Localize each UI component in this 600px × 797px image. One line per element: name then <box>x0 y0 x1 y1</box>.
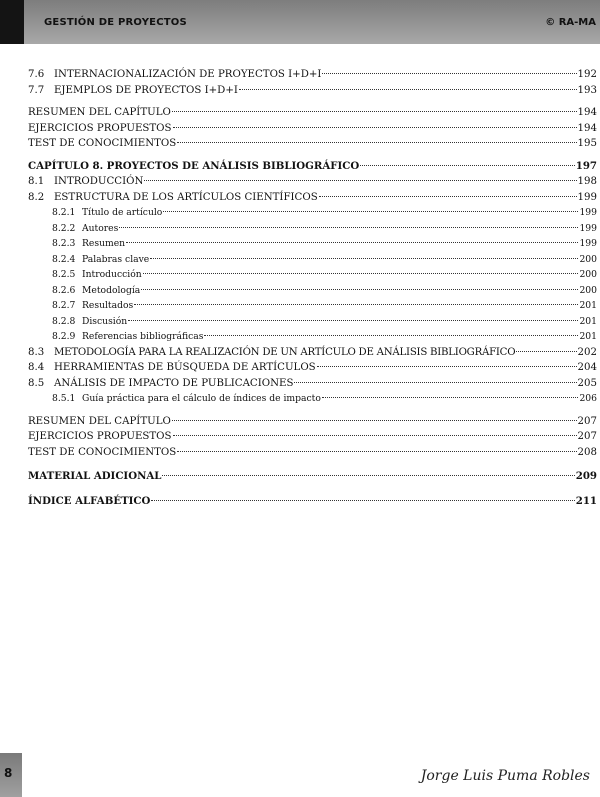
toc-page: 201 <box>579 331 597 342</box>
toc-page: 199 <box>577 191 597 203</box>
toc-entry-8-2-1[interactable] <box>28 205 597 221</box>
toc-number: 8.3 <box>28 346 45 358</box>
toc-page: 200 <box>579 269 597 280</box>
toc-number: 8.2.1 <box>52 207 76 218</box>
toc-page: 206 <box>579 393 597 404</box>
toc-page: 199 <box>579 222 597 234</box>
toc-title: EJERCICIOS PROPUESTOS <box>28 122 172 134</box>
dot-leader <box>151 499 574 501</box>
table-of-contents <box>28 67 597 509</box>
toc-entry-8-2-9[interactable] <box>28 329 597 345</box>
toc-entry-test-2[interactable] <box>28 445 597 461</box>
toc-entry-8-2-6[interactable] <box>28 283 597 299</box>
dot-leader <box>173 126 577 128</box>
toc-page: 211 <box>575 494 597 507</box>
dot-leader <box>163 210 578 212</box>
toc-title: Introducción <box>82 269 142 280</box>
spacer <box>28 98 597 105</box>
dot-leader <box>239 88 577 90</box>
dot-leader <box>319 195 577 197</box>
toc-page: 201 <box>579 300 597 311</box>
toc-entry-8-5[interactable] <box>28 376 597 392</box>
toc-page: 200 <box>579 253 597 265</box>
toc-title: Resultados <box>82 300 134 311</box>
page-header <box>0 0 600 44</box>
dot-leader <box>322 72 576 74</box>
header-book-title: GESTIÓN DE PROYECTOS <box>44 17 187 28</box>
toc-title: EJERCICIOS PROPUESTOS <box>28 431 172 442</box>
toc-page: 209 <box>575 470 597 482</box>
dot-leader <box>162 474 574 476</box>
toc-indice-alfabetico[interactable] <box>28 494 597 510</box>
toc-title: INTRODUCCIÓN <box>54 176 144 187</box>
toc-page: 199 <box>579 238 597 249</box>
toc-title: Resumen <box>82 238 126 249</box>
toc-title: Autores <box>82 222 119 234</box>
toc-page: 194 <box>577 107 597 118</box>
toc-entry-8-2[interactable] <box>28 190 597 206</box>
toc-entry-8-2-7[interactable] <box>28 298 597 314</box>
toc-title: Discusión <box>82 315 128 327</box>
toc-chapter-8[interactable] <box>28 159 597 175</box>
toc-title: MATERIAL ADICIONAL <box>28 470 162 482</box>
toc-number: 8.2.7 <box>52 300 76 311</box>
toc-title: TEST DE CONOCIMIENTOS <box>28 446 177 458</box>
toc-title: Título de artículo <box>82 207 163 218</box>
dot-leader <box>322 396 578 398</box>
toc-page: 192 <box>577 69 597 80</box>
dot-leader <box>141 288 578 290</box>
toc-number: 8.2.3 <box>52 238 76 249</box>
toc-page: 202 <box>577 346 597 358</box>
dot-leader <box>134 303 578 305</box>
toc-title: Metodología <box>82 284 141 296</box>
toc-entry-resumen[interactable] <box>28 105 597 121</box>
dot-leader <box>516 350 576 352</box>
toc-entry-8-4[interactable] <box>28 360 597 376</box>
toc-page: 195 <box>577 138 597 149</box>
toc-title: TEST DE CONOCIMIENTOS <box>28 138 177 149</box>
toc-page: 198 <box>577 176 597 187</box>
toc-entry-7-6[interactable] <box>28 67 597 83</box>
dot-leader <box>317 365 577 367</box>
dot-leader <box>172 419 577 421</box>
toc-page: 205 <box>577 377 597 389</box>
dot-leader <box>126 241 578 243</box>
toc-entry-8-3[interactable] <box>28 345 597 361</box>
toc-title: RESUMEN DEL CAPÍTULO <box>28 107 171 118</box>
toc-title: RESUMEN DEL CAPÍTULO <box>28 415 171 427</box>
toc-title: INTERNACIONALIZACIÓN DE PROYECTOS I+D+I <box>54 69 322 80</box>
toc-number: 8.1 <box>28 176 45 187</box>
dot-leader <box>144 179 576 181</box>
toc-page: 208 <box>577 446 597 458</box>
header-publisher: © RA-MA <box>545 17 596 28</box>
toc-number: 8.2.4 <box>52 253 76 265</box>
toc-number: 8.2.8 <box>52 315 76 327</box>
toc-title: ÍNDICE ALFABÉTICO <box>28 494 151 507</box>
dot-leader <box>294 381 576 383</box>
toc-material-adicional[interactable] <box>28 469 597 485</box>
header-tab <box>0 0 24 44</box>
toc-number: 8.4 <box>28 362 45 373</box>
dot-leader <box>119 226 578 228</box>
toc-number: 8.2.5 <box>52 269 76 280</box>
spacer <box>28 485 597 494</box>
toc-title: METODOLOGÍA PARA LA REALIZACIÓN DE UN ARTÍCULO DE ANÁLISIS BIBLIOGRÁFICO <box>54 346 516 358</box>
page-number: 8 <box>4 766 13 780</box>
toc-entry-8-2-2[interactable] <box>28 221 597 237</box>
dot-leader <box>204 334 578 336</box>
spacer <box>28 152 597 159</box>
toc-entry-8-2-3[interactable] <box>28 236 597 252</box>
toc-page: 207 <box>577 431 597 442</box>
toc-title: Guía práctica para el cálculo de índices de impacto <box>82 393 321 404</box>
toc-number: 8.5.1 <box>52 393 76 404</box>
toc-chapter-title: CAPÍTULO 8. PROYECTOS DE ANÁLISIS BIBLIOGRÁFICO <box>28 159 360 172</box>
dot-leader <box>143 272 578 274</box>
toc-page: 200 <box>579 284 597 296</box>
toc-number: 8.2 <box>28 191 45 203</box>
toc-entry-8-2-4[interactable] <box>28 252 597 268</box>
toc-number: 8.2.6 <box>52 284 76 296</box>
toc-page: 201 <box>579 315 597 327</box>
toc-page: 193 <box>577 84 597 96</box>
spacer <box>28 460 597 469</box>
spacer <box>28 407 597 414</box>
toc-entry-8-2-8[interactable] <box>28 314 597 330</box>
toc-number: 8.2.9 <box>52 331 76 342</box>
toc-entry-8-1[interactable] <box>28 174 597 190</box>
dot-leader <box>177 450 576 452</box>
dot-leader <box>128 319 578 321</box>
toc-page: 204 <box>577 362 597 373</box>
dot-leader <box>173 434 577 436</box>
toc-number: 7.6 <box>28 69 45 80</box>
author-name: Jorge Luis Puma Robles <box>420 768 590 784</box>
toc-number: 8.2.2 <box>52 222 76 234</box>
toc-entry-resumen-2[interactable] <box>28 414 597 430</box>
toc-title: Palabras clave <box>82 253 150 265</box>
toc-title: EJEMPLOS DE PROYECTOS I+D+I <box>54 84 238 96</box>
toc-page: 199 <box>579 207 597 218</box>
toc-entry-7-7[interactable] <box>28 83 597 99</box>
toc-page: 194 <box>577 122 597 134</box>
toc-page: 197 <box>575 159 597 172</box>
dot-leader <box>172 110 577 112</box>
toc-number: 8.5 <box>28 377 45 389</box>
dot-leader <box>177 141 576 143</box>
toc-title: ESTRUCTURA DE LOS ARTÍCULOS CIENTÍFICOS <box>54 191 318 203</box>
toc-entry-ejercicios[interactable] <box>28 121 597 137</box>
toc-title: HERRAMIENTAS DE BÚSQUEDA DE ARTÍCULOS <box>54 362 316 373</box>
toc-entry-ejercicios-2[interactable] <box>28 429 597 445</box>
toc-page: 207 <box>577 415 597 427</box>
toc-title: ANÁLISIS DE IMPACTO DE PUBLICACIONES <box>54 377 294 389</box>
toc-title: Referencias bibliográficas <box>82 331 204 342</box>
toc-entry-8-2-5[interactable] <box>28 267 597 283</box>
toc-entry-test[interactable] <box>28 136 597 152</box>
dot-leader <box>360 164 574 166</box>
toc-number: 7.7 <box>28 84 45 96</box>
toc-entry-8-5-1[interactable] <box>28 391 597 407</box>
dot-leader <box>150 257 578 259</box>
